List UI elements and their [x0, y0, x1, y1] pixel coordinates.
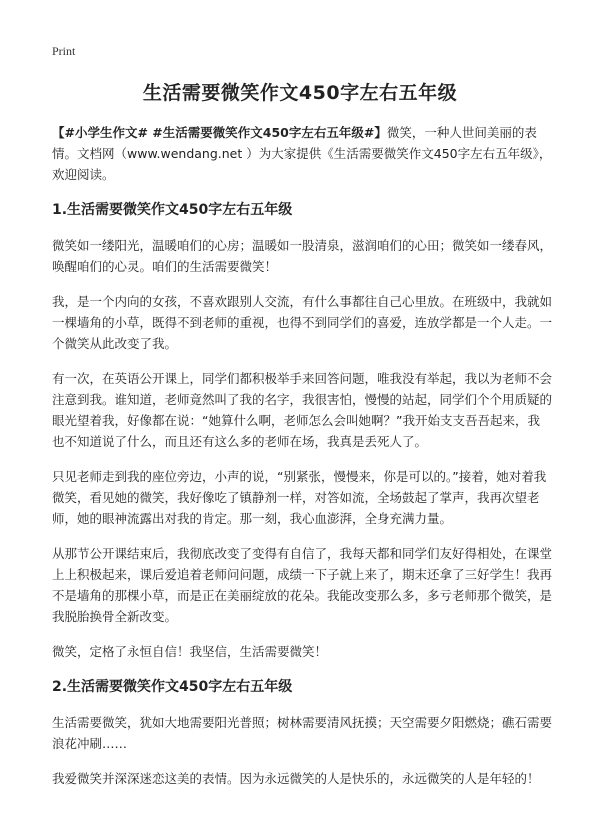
intro-tags: 【#小学生作文# #生活需要微笑作文450字左右五年级#】: [52, 125, 387, 140]
section-1-paragraph: 微笑如一缕阳光，温暖咱们的心房；温暖如一股清泉，滋润咱们的心田；微笑如一缕春风，唤醒咱们的心灵。咱们的生活需要微笑！: [52, 238, 553, 274]
section-2-paragraph: 我爱微笑并深深迷恋这美的表情。因为永远微笑的人是快乐的，永远微笑的人是年轻的！: [52, 771, 540, 786]
document-body: [52, 122, 552, 803]
section-1-paragraph: 有一次，在英语公开课上，同学们都积极举手来回答问题，唯我没有举起，我以为老师不会注意到我。谁知道，老师竟然叫了我的名字，我很害怕，慢慢的站起，同学们个个用质疑的眼光望着我，好像都在说：“她算什么啊，老师怎么会叫她啊？”我开始支支吾吾起来，我也不知道说了什么，而且还有这么多的老师在场，我真是丢死人了。: [52, 371, 553, 449]
intro-paragraph: [52, 122, 552, 185]
section-2-paragraph: 生活需要微笑，犹如大地需要阳光普照；树林需要清风抚摸；天空需要夕阳燃烧；礁石需要浪花冲刷……: [52, 715, 553, 751]
section-1-paragraph: 微笑，定格了永恒自信！我坚信，生活需要微笑！: [52, 644, 328, 659]
section-2-heading: 2.生活需要微笑作文450字左右五年级: [52, 679, 293, 695]
section-1-paragraph: 从那节公开课结束后，我彻底改变了变得有自信了，我每天都和同学们友好得相处，在课堂上上积极起来，课后爱追着老师问问题，成绩一下子就上来了，期末还拿了三好学生！我再不是墙角的那棵小草，而是正在美丽绽放的花朵。我能改变那么多，多亏老师那个微笑，是我脱胎换骨全新改变。: [52, 546, 553, 624]
intro-text: 微笑，一种人世间美丽的表情。文档网（www.wendang.net ）为大家提供《生活需要微笑作文450字左右五年级》，欢迎阅读。: [52, 125, 552, 182]
section-1-paragraph: 我，是一个内向的女孩，不喜欢跟别人交流，有什么事都往自己心里放。在班级中，我就如一棵墙角的小草，既得不到老师的重视，也得不到同学们的喜爱，连放学都是一个人走。一个微笑从此改变了我。: [52, 294, 553, 351]
print-label: Print: [52, 44, 76, 58]
section-1-heading: 1.生活需要微笑作文450字左右五年级: [52, 202, 293, 218]
section-1-paragraph: 只见老师走到我的座位旁边，小声的说，“别紧张，慢慢来，你是可以的。”接着，她对着我微笑，看见她的微笑，我好像吃了镇静剂一样，对答如流，全场鼓起了掌声，我再次望老师，她的眼神流露出对我的肯定。那一刻，我心血澎湃，全身充满力量。: [52, 469, 547, 526]
document-title: 生活需要微笑作文450字左右五年级: [142, 82, 458, 104]
